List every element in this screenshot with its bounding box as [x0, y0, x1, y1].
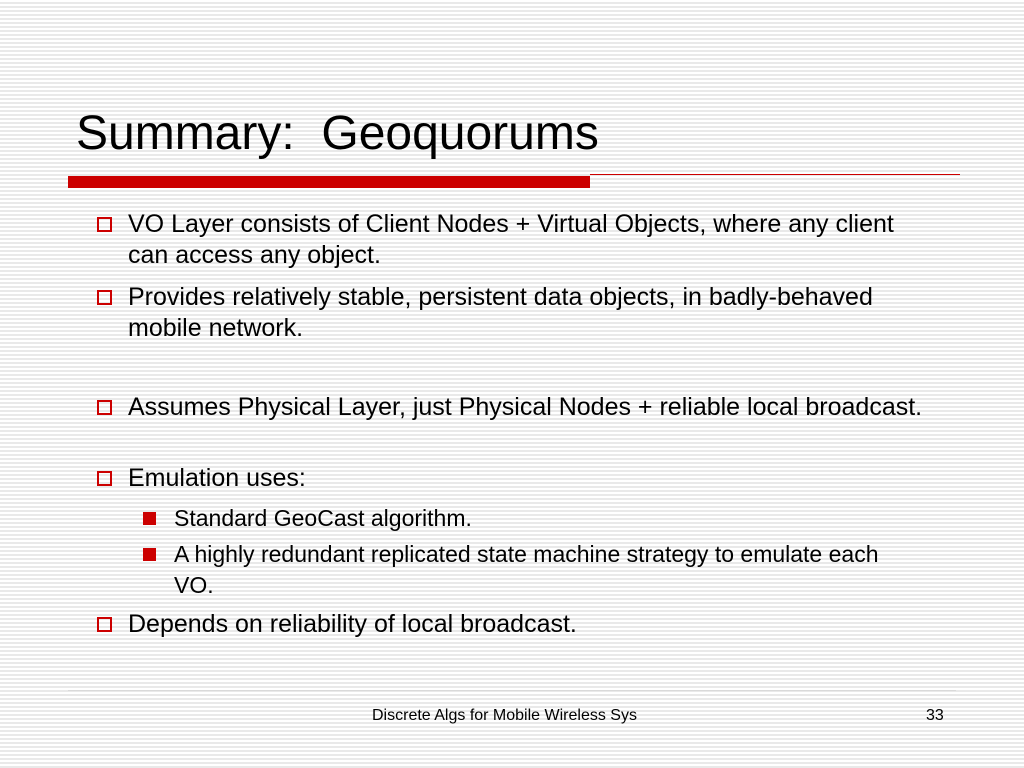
footer-text: Discrete Algs for Mobile Wireless Sys — [372, 707, 637, 724]
sub-bullet-state-machine — [174, 539, 914, 601]
bullet-text: Depends on reliability of local broadcast. — [128, 610, 577, 638]
title-underline — [68, 174, 960, 188]
bullet-stable-data-objects — [128, 282, 928, 344]
bullet-text: VO Layer consists of Client Nodes + Virtual Objects, where any client can access any object. — [128, 210, 894, 269]
hollow-square-bullet-icon — [97, 617, 112, 632]
bullet-text: Provides relatively stable, persistent data objects, in badly-behaved mobile network. — [128, 283, 873, 342]
bullet-emulation-uses — [128, 463, 928, 494]
hollow-square-bullet-icon — [97, 471, 112, 486]
sub-bullet-geocast — [174, 503, 914, 534]
slide-title: Summary: Geoquorums — [76, 107, 599, 160]
filled-square-bullet-icon — [143, 512, 156, 525]
footer-divider — [68, 690, 956, 691]
page-number: 33 — [926, 707, 944, 724]
filled-square-bullet-icon — [143, 548, 156, 561]
hollow-square-bullet-icon — [97, 217, 112, 232]
title-underline-line — [590, 174, 960, 175]
bullet-reliability — [128, 609, 928, 640]
hollow-square-bullet-icon — [97, 290, 112, 305]
bullet-text: Standard GeoCast algorithm. — [174, 505, 472, 531]
bullet-text: Emulation uses: — [128, 464, 306, 492]
title-underline-bar — [68, 176, 590, 188]
bullet-text: A highly redundant replicated state machine strategy to emulate each VO. — [174, 541, 879, 598]
bullet-vo-layer — [128, 209, 928, 271]
bullet-physical-layer — [128, 392, 928, 423]
bullet-text: Assumes Physical Layer, just Physical Nodes + reliable local broadcast. — [128, 393, 923, 421]
hollow-square-bullet-icon — [97, 400, 112, 415]
